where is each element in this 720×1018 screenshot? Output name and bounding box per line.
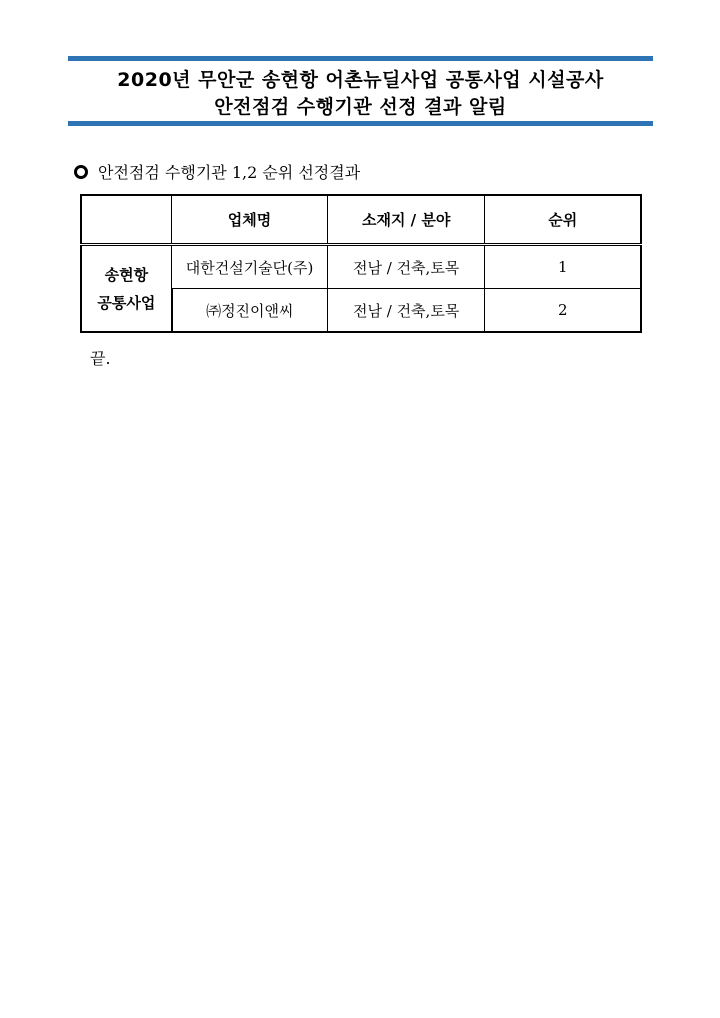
end-mark: 끝.: [90, 349, 111, 368]
title-block: [68, 56, 653, 126]
rank-cell: 1: [485, 245, 641, 289]
group-label-line1: 송현항: [104, 265, 149, 284]
header-cell-location: 소재지 / 분야: [327, 195, 485, 245]
company-cell: 대한건설기술단(주): [172, 245, 328, 289]
group-label-line2: 공통사업: [97, 293, 156, 312]
document-title-line2: 안전점검 수행기관 선정 결과 알림: [214, 96, 507, 118]
table-header-row: [81, 195, 641, 245]
company-cell: ㈜정진이앤씨: [172, 289, 328, 333]
header-cell-company: 업체명: [172, 195, 328, 245]
document-title-line1: 2020년 무안군 송현항 어촌뉴딜사업 공통사업 시설공사: [117, 69, 604, 91]
location-cell: 전남 / 건축,토목: [327, 245, 485, 289]
title-rule-top: [68, 56, 653, 61]
section-heading-text: 안전점검 수행기관 1,2 순위 선정결과: [98, 163, 361, 182]
location-cell: 전남 / 건축,토목: [327, 289, 485, 333]
header-cell-rank: 순위: [485, 195, 641, 245]
hollow-circle-bullet-icon: [74, 165, 88, 179]
table-row: [81, 245, 641, 289]
rank-cell: 2: [485, 289, 641, 333]
title-rule-bottom: [68, 121, 653, 126]
selection-result-table: [80, 194, 642, 333]
section-heading: [72, 160, 360, 183]
header-cell-empty: [81, 195, 172, 245]
group-label-cell: [81, 245, 172, 333]
